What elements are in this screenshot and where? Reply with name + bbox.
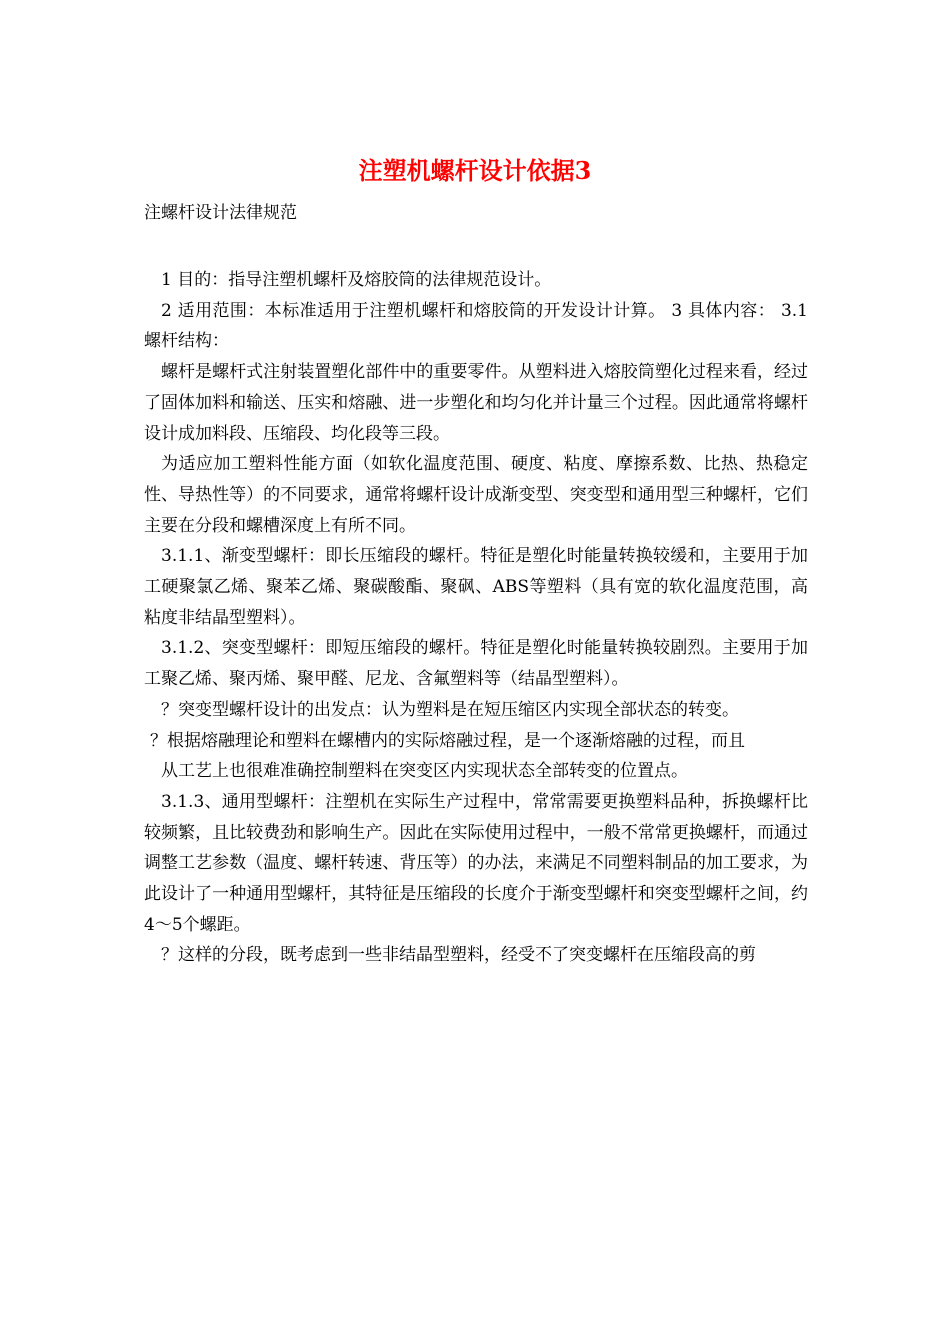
paragraph-purpose: 1 目的：指导注塑机螺杆及熔胶筒的法律规范设计。 [161, 270, 552, 290]
paragraph-abrupt-design-basis: ？突变型螺杆设计的出发点：认为塑料是在短压缩区内实现全部状态的转变。 [161, 699, 739, 720]
paragraph-universal-screw: 3.1.3、通用型螺杆：注塑机在实际生产过程中，常常需要更换塑料品种，拆换螺杆比较频繁，且比较费劲和影响生产。因此在实际使用过程中，一般不常常更换螺杆，而通过调整工艺参数（温度、螺杆转速、背压等）的办法，来满足不同塑料制品的加工要求，为此设计了一种通用型螺杆，其特征是压缩段的长度介于渐变型螺杆和突变型螺杆之间，约4～5个螺距。 [144, 791, 808, 935]
paragraph-screw-structure: 螺杆是螺杆式注射装置塑化部件中的重要零件。从塑料进入熔胶筒塑化过程来看，经过了固体加料和输送、压实和熔融、进一步塑化和均匀化并计量三个过程。因此通常将螺杆设计成加料段、压缩段、均化段等三段。 [144, 362, 808, 444]
document-title: 注塑机螺杆设计依据3 [358, 156, 592, 185]
paragraph-melting-theory: ？根据熔融理论和塑料在螺槽内的实际熔融过程，是一个逐渐熔融的过程，而且 [150, 730, 745, 751]
paragraph-scope: 2 适用范围：本标准适用于注塑机螺杆和熔胶筒的开发设计计算。 3 具体内容： 3.1 螺杆结构： [144, 300, 808, 352]
paragraph-abrupt-screw: 3.1.2、突变型螺杆：即短压缩段的螺杆。特征是塑化时能量转换较剧烈。主要用于加工聚乙烯、聚丙烯、聚甲醛、尼龙、含氟塑料等（结晶型塑料）。 [144, 638, 808, 690]
document-body [144, 265, 808, 971]
paragraph-segmentation: ？这样的分段，既考虑到一些非结晶型塑料，经受不了突变螺杆在压缩段高的剪 [161, 945, 756, 966]
paragraph-process-control: 从工艺上也很难准确控制塑料在突变区内实现状态全部转变的位置点。 [161, 761, 688, 782]
document-subtitle: 注螺杆设计法律规范 [144, 203, 297, 223]
paragraph-screw-types: 为适应加工塑料性能方面（如软化温度范围、硬度、粘度、摩擦系数、比热、热稳定性、导热性等）的不同要求，通常将螺杆设计成渐变型、突变型和通用型三种螺杆，它们主要在分段和螺槽深度上有所不同。 [144, 454, 808, 536]
paragraph-gradual-screw: 3.1.1、渐变型螺杆：即长压缩段的螺杆。特征是塑化时能量转换较缓和，主要用于加工硬聚氯乙烯、聚苯乙烯、聚碳酸酯、聚砜、ABS等塑料（具有宽的软化温度范围，高粘度非结晶型塑料）。 [144, 546, 808, 628]
